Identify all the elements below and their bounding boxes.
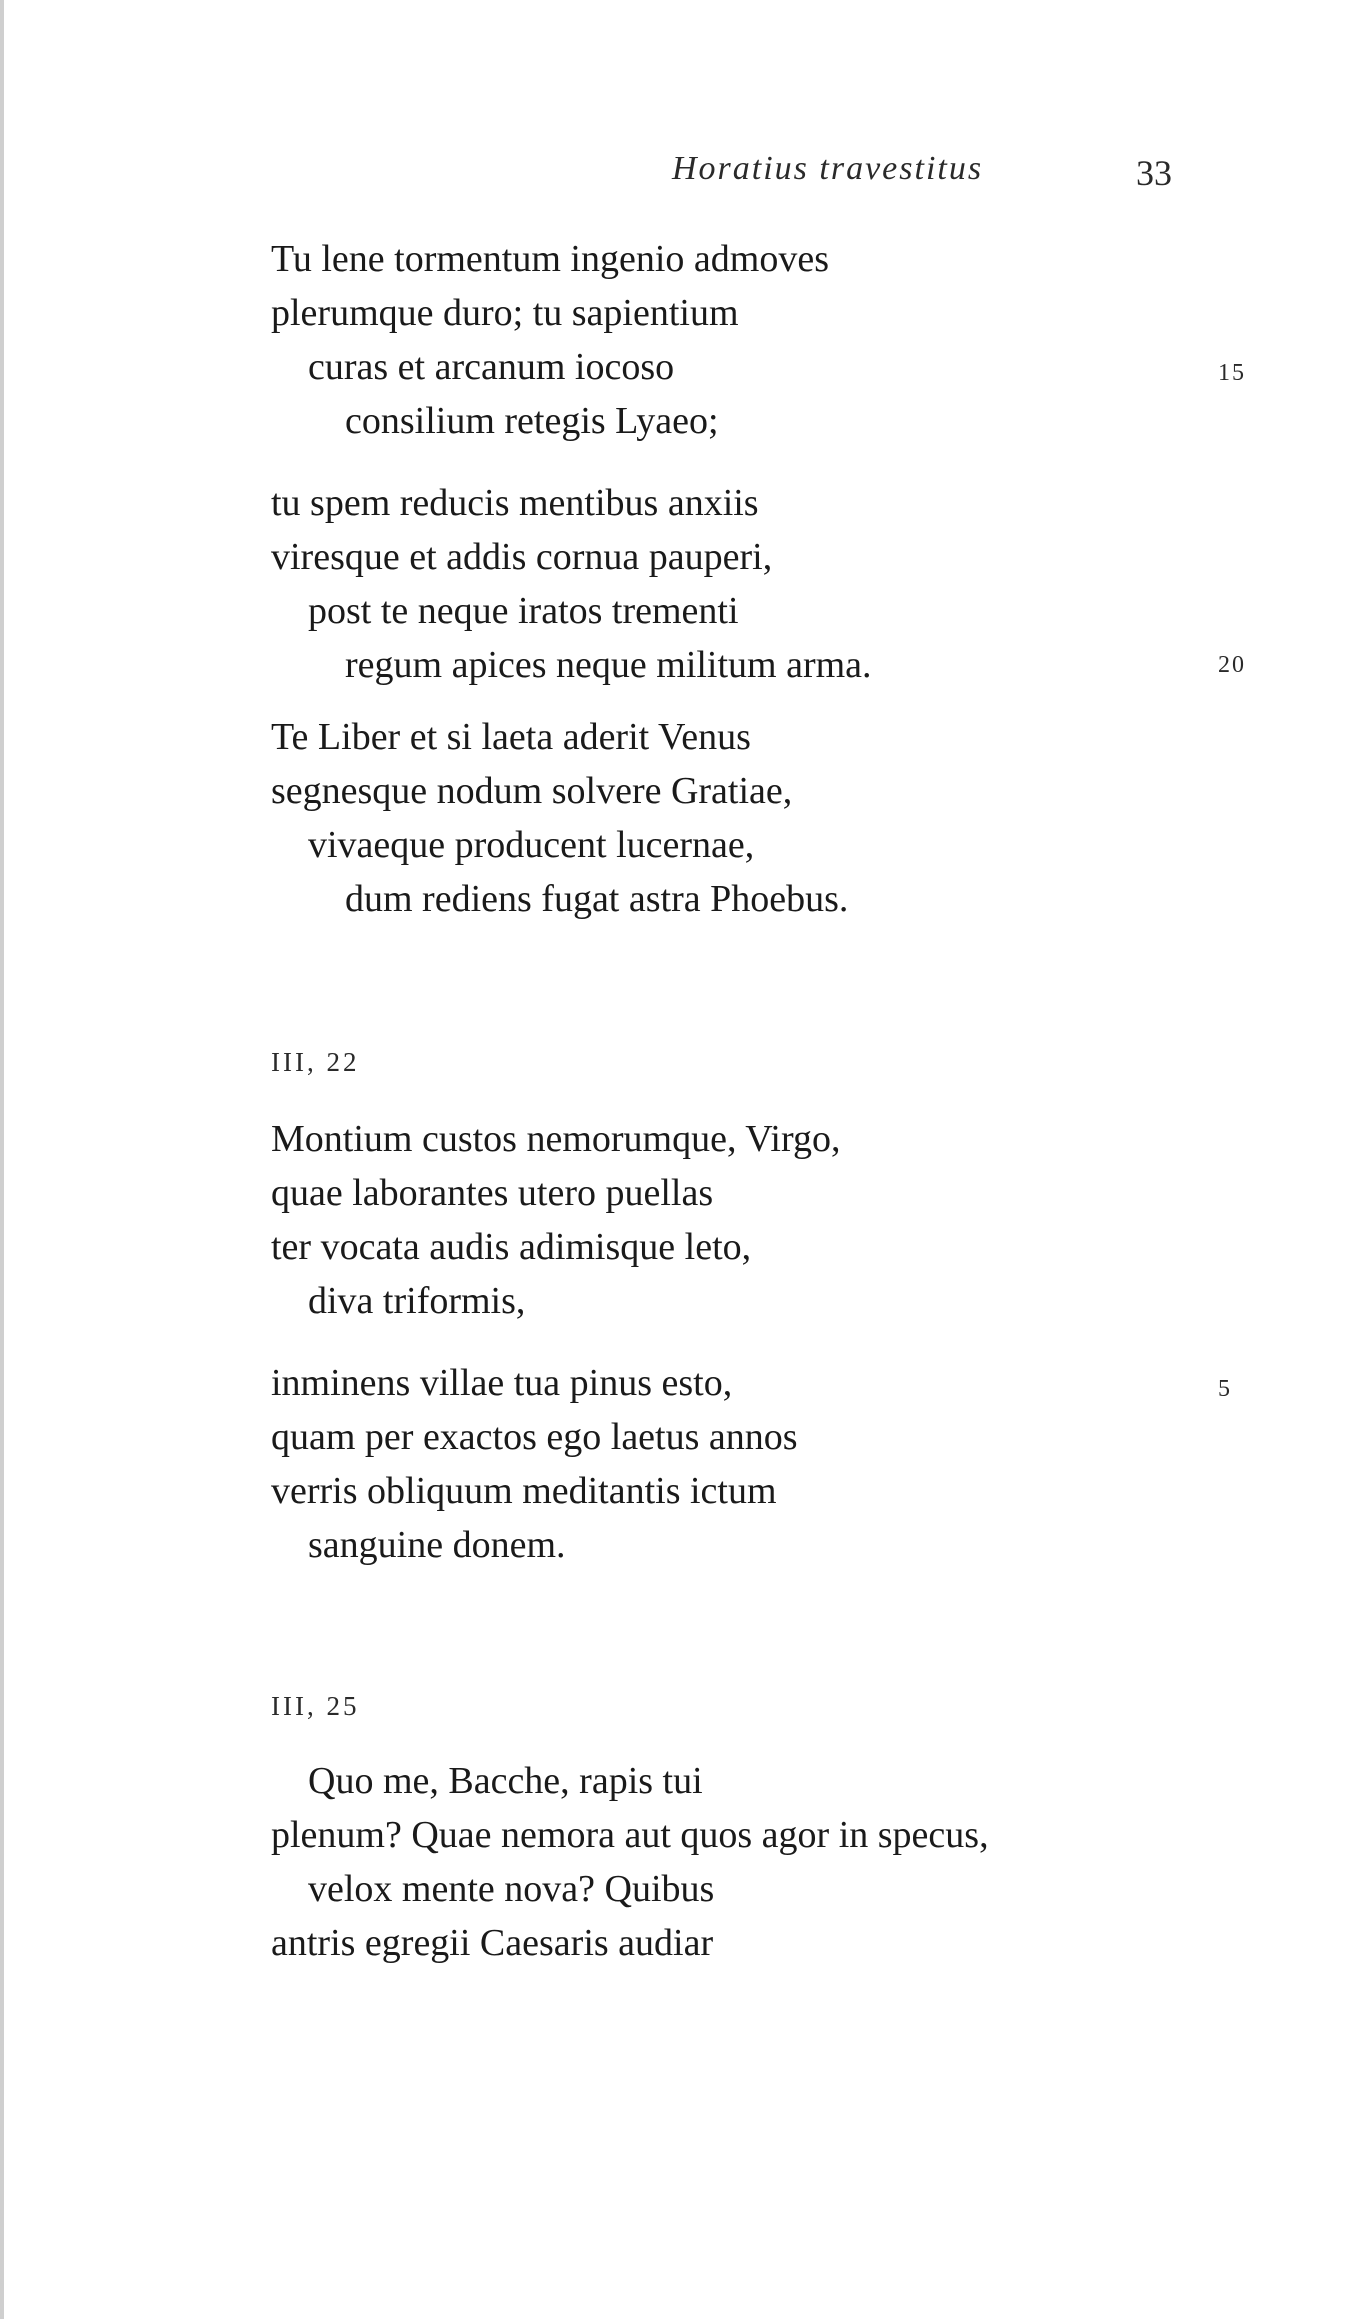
verse-line: dum rediens fugat astra Phoebus. [345, 878, 849, 920]
book-spine-edge [0, 0, 4, 2319]
line-number: 5 [1218, 1376, 1232, 1402]
verse-line: plenum? Quae nemora aut quos agor in specus, [271, 1814, 989, 1856]
verse-line: quam per exactos ego laetus annos [271, 1416, 798, 1458]
verse-line: sanguine donem. [308, 1524, 566, 1566]
page-number: 33 [1136, 153, 1172, 193]
verse-line: plerumque duro; tu sapientium [271, 292, 739, 334]
verse-line: diva triformis, [308, 1280, 526, 1322]
verse-line: post te neque iratos trementi [308, 590, 739, 632]
verse-line: inminens villae tua pinus esto, [271, 1362, 733, 1404]
verse-line: Quo me, Bacche, rapis tui [308, 1760, 703, 1802]
verse-line: curas et arcanum iocoso [308, 346, 675, 388]
verse-line: Te Liber et si laeta aderit Venus [271, 716, 751, 758]
verse-line: tu spem reducis mentibus anxiis [271, 482, 759, 524]
verse-line: regum apices neque militum arma. [345, 644, 872, 686]
ode-heading: III, 25 [271, 1691, 360, 1721]
running-title: Horatius travestitus [672, 150, 984, 187]
verse-line: verris obliquum meditantis ictum [271, 1470, 777, 1512]
verse-line: Tu lene tormentum ingenio admoves [271, 238, 829, 280]
ode-heading: III, 22 [271, 1047, 360, 1077]
verse-line: segnesque nodum solvere Gratiae, [271, 770, 793, 812]
verse-line: quae laborantes utero puellas [271, 1172, 714, 1214]
verse-line: consilium retegis Lyaeo; [345, 400, 719, 442]
line-number: 15 [1218, 360, 1246, 386]
verse-line: vivaeque producent lucernae, [308, 824, 755, 866]
verse-line: viresque et addis cornua pauperi, [271, 536, 773, 578]
verse-line: antris egregii Caesaris audiar [271, 1922, 714, 1964]
verse-line: Montium custos nemorumque, Virgo, [271, 1118, 841, 1160]
verse-line: ter vocata audis adimisque leto, [271, 1226, 752, 1268]
line-number: 20 [1218, 652, 1246, 678]
verse-line: velox mente nova? Quibus [308, 1868, 715, 1910]
